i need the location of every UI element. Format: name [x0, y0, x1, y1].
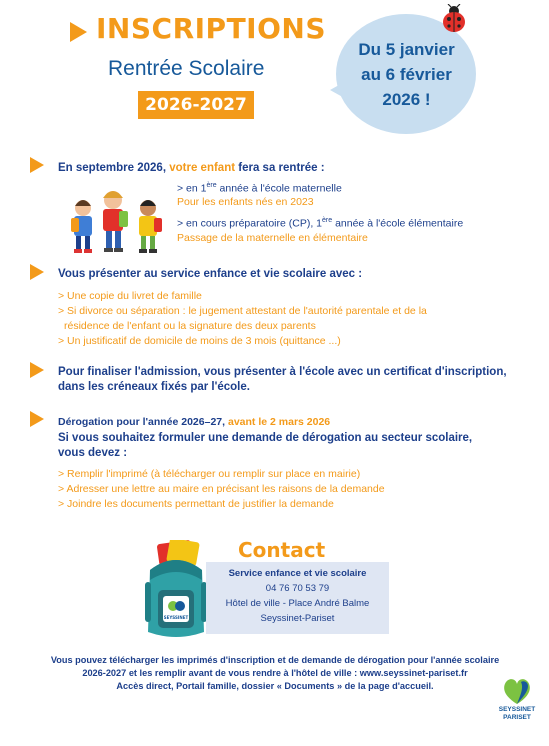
section2-heading: Vous présenter au service enfance et vie scolaire avec :	[58, 268, 363, 280]
bag-logo-text: SEYSSINET	[163, 615, 189, 620]
section2-item-1: > Une copie du livret de famille	[58, 290, 202, 302]
footer-line-3: Accès direct, Portail famille, dossier « Documents » de la page d'accueil.	[116, 681, 434, 691]
ladybug-icon	[440, 4, 468, 34]
section4-heading-b: avant le 2 mars 2026	[227, 416, 331, 428]
logo-line-1: SEYSSINET	[498, 706, 536, 713]
section3-line-2: dans les créneaux fixés par l'école.	[58, 381, 250, 393]
section1-item2-sup: ère	[322, 217, 333, 224]
year-badge: 2026-2027	[138, 91, 254, 119]
section4-item-3: > Joindre les documents permettant de justifier la demande	[58, 498, 334, 510]
section4-line-3: vous devez :	[58, 447, 128, 459]
section1-item1-prefix: > en 1	[177, 182, 207, 195]
section1-item1	[177, 182, 342, 195]
page-subtitle: Rentrée Scolaire	[108, 57, 265, 80]
children-illustration-icon	[63, 186, 171, 256]
section4-heading	[58, 416, 330, 428]
section1-heading-a: En septembre 2026,	[58, 162, 167, 174]
section4-item-1: > Remplir l'imprimé (à télécharger ou remplir sur place en mairie)	[58, 468, 361, 480]
section1-item1-rest: année à l'école maternelle	[216, 182, 342, 195]
section2-item-3: > Un justificatif de domicile de moins de 3 mois (quittance ...)	[58, 335, 341, 347]
dates-line-1: Du 5 janvier	[358, 40, 455, 59]
footer-line-2: 2026-2027 et les remplir avant de vous rendre à l'hôtel de ville : www.seyssinet-pariset.fr	[82, 668, 468, 678]
school-bag-icon	[140, 540, 212, 642]
dates-line-2: au 6 février	[361, 65, 452, 84]
dates-text	[344, 37, 469, 112]
page-title: INSCRIPTIONS	[96, 12, 326, 45]
section1-item2-note: Passage de la maternelle en élémentaire	[177, 232, 368, 244]
section4-heading-a: Dérogation pour l'année 2026–27,	[58, 416, 226, 428]
section1-heading	[58, 162, 325, 174]
section1-heading-b: votre enfant	[169, 162, 236, 174]
section1-heading-c: fera sa rentrée :	[238, 162, 325, 174]
section2-item-2: > Si divorce ou séparation : le jugement attestant de l'autorité parentale et de la	[58, 305, 427, 317]
section2-item-2-cont: résidence de l'enfant ou la signature des deux parents	[64, 320, 316, 332]
contact-city: Seyssinet-Pariset	[260, 613, 335, 624]
section1-item1-sup: ère	[206, 182, 217, 189]
footer-line-1: Vous pouvez télécharger les imprimés d'inscription et de demande de dérogation pour l'année scolaire	[50, 655, 500, 665]
logo-line-2: PARISET	[503, 714, 531, 721]
contact-title: Contact	[238, 538, 326, 562]
section3-line-1: Pour finaliser l'admission, vous présenter à l'école avec un certificat d'inscription,	[58, 366, 507, 378]
contact-phone: 04 76 70 53 79	[265, 583, 330, 594]
section2-arrow-icon	[30, 264, 44, 280]
section1-item2-rest: année à l'école élémentaire	[332, 217, 464, 230]
header-arrow-icon	[70, 22, 87, 42]
section1-item1-note: Pour les enfants nés en 2023	[177, 196, 314, 208]
section4-arrow-icon	[30, 411, 44, 427]
dates-line-3: 2026 !	[382, 90, 431, 109]
contact-service: Service enfance et vie scolaire	[228, 568, 367, 579]
section4-item-2: > Adresser une lettre au maire en précisant les raisons de la demande	[58, 483, 385, 495]
section3-arrow-icon	[30, 362, 44, 378]
section1-arrow-icon	[30, 157, 44, 173]
city-logo-icon	[500, 676, 534, 706]
section1-item2-prefix: > en cours préparatoire (CP), 1	[177, 217, 323, 230]
contact-address: Hôtel de ville - Place André Balme	[225, 598, 370, 609]
section4-line-2: Si vous souhaitez formuler une demande de dérogation au secteur scolaire,	[58, 432, 473, 444]
section1-item2	[177, 217, 463, 230]
